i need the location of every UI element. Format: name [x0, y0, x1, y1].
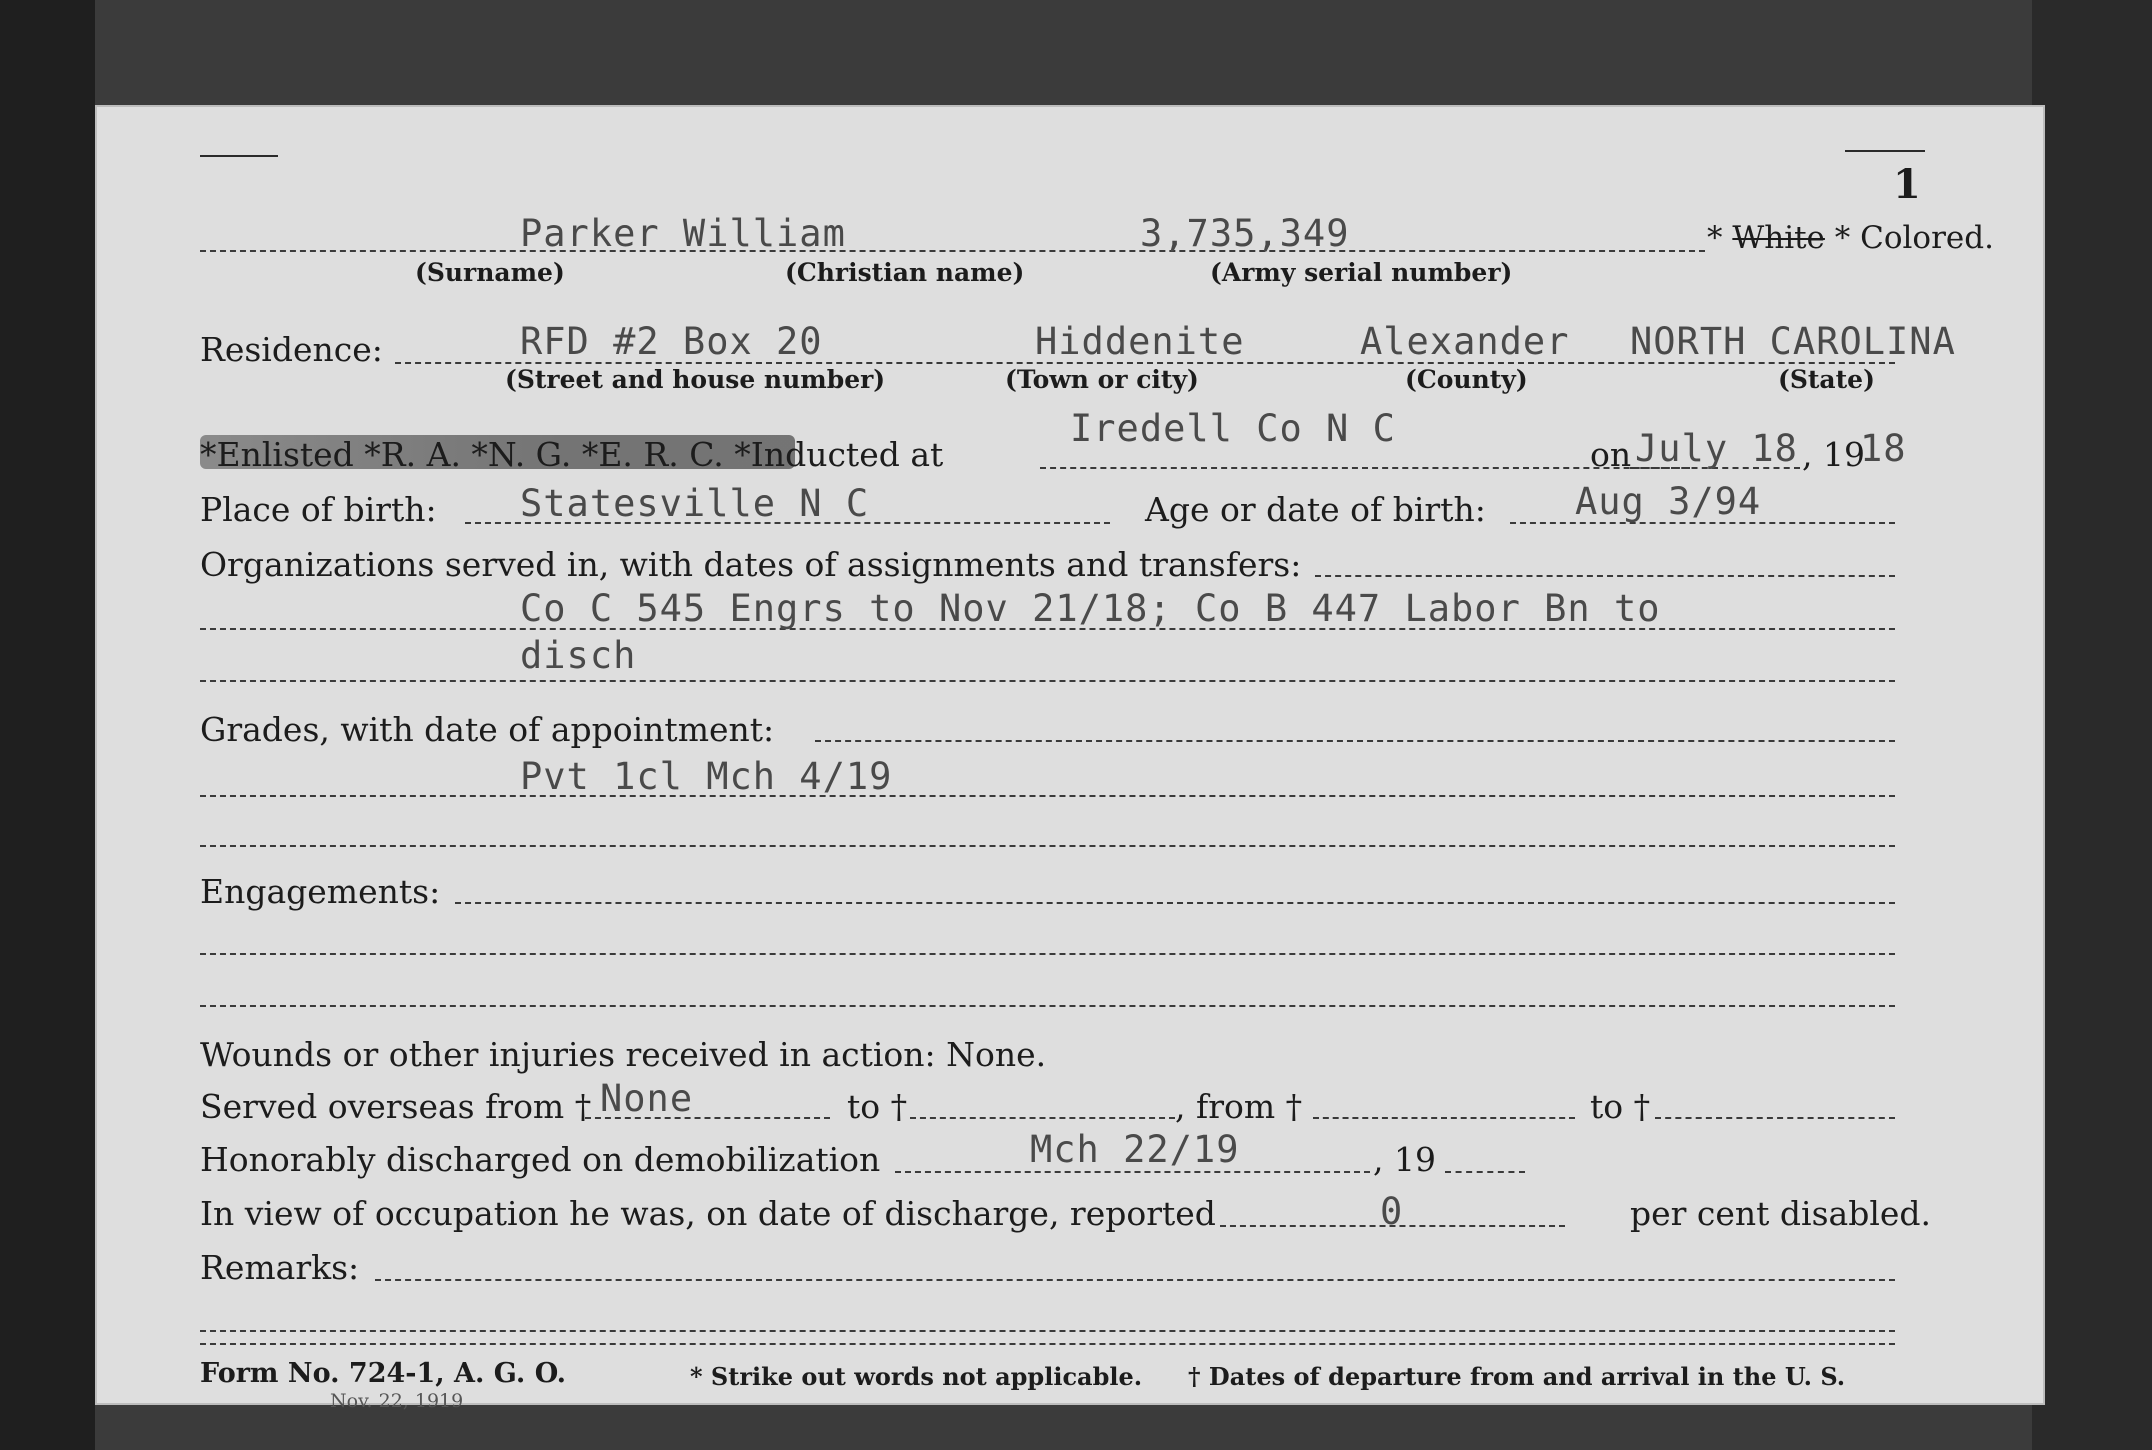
street-value: RFD #2 Box 20 — [520, 320, 823, 363]
org-line-2 — [200, 680, 1895, 682]
grades-line-1 — [200, 795, 1895, 797]
remarks-label: Remarks: — [200, 1248, 360, 1287]
organizations-value-1: Co C 545 Engrs to Nov 21/18; Co B 447 Labor Bn to — [520, 587, 1661, 630]
engagements-line-0 — [455, 902, 1895, 904]
grade-value: Pvt 1cl Mch 4/19 — [520, 755, 893, 798]
overseas-from-label: Served overseas from † — [200, 1087, 592, 1126]
colored-option: Colored. — [1860, 220, 1994, 256]
state-value: NORTH CAROLINA — [1630, 320, 1956, 363]
overseas-to2-line — [1655, 1117, 1895, 1119]
serial-value: 3,735,349 — [1140, 212, 1350, 255]
inducted-date-value: July 18 — [1635, 427, 1798, 470]
town-value: Hiddenite — [1035, 320, 1245, 363]
remarks-line-2 — [200, 1343, 1895, 1345]
strike-note: * Strike out words not applicable. — [690, 1362, 1143, 1391]
birthplace-value: Statesville N C — [520, 482, 870, 525]
birthplace-label: Place of birth: — [200, 490, 437, 529]
birth-date-value: Aug 3/94 — [1575, 480, 1762, 523]
top-right-rule — [1845, 150, 1925, 152]
race-options: * White * Colored. — [1707, 220, 1994, 256]
town-caption: (Town or city) — [1005, 365, 1199, 394]
serial-caption: (Army serial number) — [1210, 258, 1513, 287]
discharge-year-line — [1445, 1171, 1525, 1173]
inducted-at-value: Iredell Co N C — [1070, 407, 1396, 450]
occupation-label: In view of occupation he was, on date of discharge, reported — [200, 1194, 1216, 1233]
organizations-value-2: disch — [520, 634, 637, 677]
discharge-line — [895, 1171, 1370, 1173]
overseas-to-label: to † — [847, 1087, 908, 1126]
grades-line-0 — [815, 740, 1895, 742]
county-value: Alexander — [1360, 320, 1570, 363]
grades-label: Grades, with date of appointment: — [200, 710, 775, 749]
dark-background-right — [2032, 0, 2152, 1450]
street-caption: (Street and house number) — [505, 365, 886, 394]
state-caption: (State) — [1778, 365, 1875, 394]
org-line-0 — [1315, 575, 1895, 577]
grades-line-2 — [200, 845, 1895, 847]
overseas-to-line — [910, 1117, 1175, 1119]
christian-caption: (Christian name) — [785, 258, 1025, 287]
on-label: on — [1590, 435, 1632, 474]
record-card — [95, 105, 2045, 1412]
discharge-label: Honorably discharged on demobilization — [200, 1140, 881, 1179]
residence-label: Residence: — [200, 330, 383, 369]
year-prefix: , 19 — [1802, 435, 1865, 474]
disabled-label: per cent disabled. — [1630, 1194, 1932, 1233]
remarks-line-0 — [375, 1279, 1895, 1281]
overseas-from-value: None — [600, 1077, 694, 1120]
form-date: Nov. 22, 1919 — [330, 1390, 464, 1412]
overseas-from2-label: , from † — [1175, 1087, 1303, 1126]
age-label: Age or date of birth: — [1145, 490, 1486, 529]
wounds-label: Wounds or other injuries received in action: None. — [200, 1035, 1047, 1074]
dark-background-left — [0, 0, 95, 1450]
inducted-year-value: 18 — [1860, 427, 1907, 470]
white-option: White — [1732, 220, 1825, 256]
remarks-line-1 — [200, 1330, 1895, 1332]
top-left-rule — [200, 155, 278, 157]
form-number: Form No. 724-1, A. G. O. — [200, 1358, 567, 1389]
overseas-to2-label: to † — [1590, 1087, 1651, 1126]
engagements-label: Engagements: — [200, 872, 441, 911]
engagements-line-2 — [200, 1005, 1895, 1007]
name-line — [200, 250, 1705, 252]
county-caption: (County) — [1405, 365, 1528, 394]
organizations-label: Organizations served in, with dates of assignments and transfers: — [200, 545, 1302, 584]
engagements-line-1 — [200, 953, 1895, 955]
overseas-from2-line — [1313, 1117, 1575, 1119]
enlisted-inducted-label: *Enlisted *R. A. *N. G. *E. R. C. *Inducted at — [200, 435, 944, 474]
discharge-year-label: , 19 — [1373, 1140, 1436, 1179]
discharge-date-value: Mch 22/19 — [1030, 1128, 1240, 1171]
dates-note: † Dates of departure from and arrival in the U. S. — [1188, 1362, 1846, 1391]
disabled-value: 0 — [1380, 1190, 1404, 1233]
card-number: 1 — [1893, 161, 1921, 208]
surname-caption: (Surname) — [415, 258, 565, 287]
name-value: Parker William — [520, 212, 846, 255]
